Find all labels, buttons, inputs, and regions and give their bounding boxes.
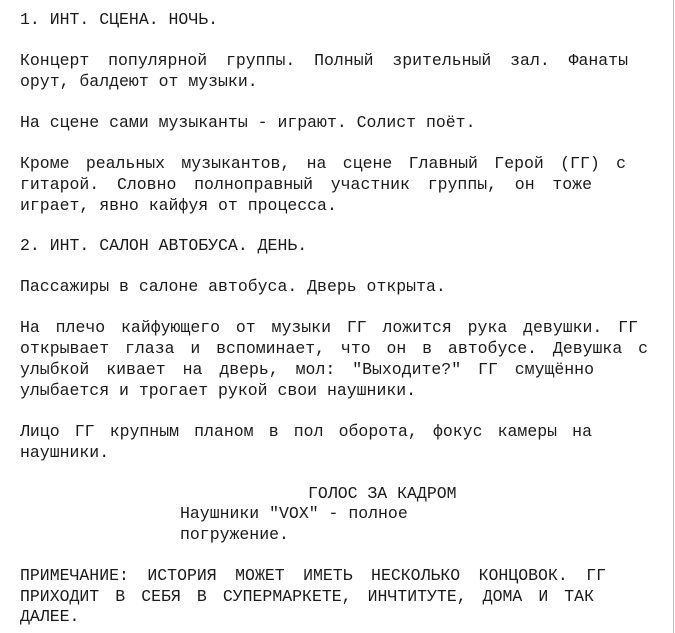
action-line: Кроме реальных музыкантов, на сцене Главный Герой (ГГ) с — [20, 154, 626, 173]
action-line: Концерт популярной группы. Полный зрительный зал. Фанаты — [20, 51, 628, 70]
page-edge — [673, 0, 674, 633]
dialogue-line: Наушники "VOX" - полное — [180, 504, 408, 523]
dialogue-line: погружение. — [180, 525, 289, 544]
action-line: играет, явно кайфуя от процесса. — [20, 196, 337, 215]
note-line: ПРИМЕЧАНИЕ: ИСТОРИЯ МОЖЕТ ИМЕТЬ НЕСКОЛЬКО КОНЦОВОК. ГГ — [20, 566, 606, 585]
action-line: улыбкой кивает на дверь, мол: "Выходите?" ГГ смущённо — [20, 360, 594, 379]
action-line: улыбается и трогает рукой свои наушники. — [20, 381, 417, 400]
action-line: Пассажиры в салоне автобуса. Дверь открыта. — [20, 277, 446, 296]
note-line: ДАЛЕЕ. — [20, 607, 80, 626]
action-line: Лицо ГГ крупным планом в пол оборота, фокус камеры на — [20, 422, 592, 441]
note-line: ПРИХОДИТ В СЕБЯ В СУПЕРМАРКЕТЕ, ИНЧТИТУТЕ, ДОМА И ТАК — [20, 587, 594, 606]
action-line: гитарой. Словно полноправный участник группы, он тоже — [20, 175, 592, 194]
action-line: На сцене сами музыканты - играют. Солист поёт. — [20, 113, 476, 132]
action-line: наушники. — [20, 443, 110, 462]
scene-heading-1: 1. ИНТ. СЦЕНА. НОЧЬ. — [20, 10, 219, 29]
scene-heading-2: 2. ИНТ. САЛОН АВТОБУСА. ДЕНЬ. — [20, 236, 308, 255]
action-line: орут, балдеют от музыки. — [20, 72, 258, 91]
character-name: ГОЛОС ЗА КАДРОМ — [308, 484, 457, 503]
action-line: На плечо кайфующего от музыки ГГ ложится рука девушки. ГГ — [20, 318, 638, 337]
action-line: открывает глаза и вспоминает, что он в автобусе. Девушка с — [20, 339, 648, 358]
